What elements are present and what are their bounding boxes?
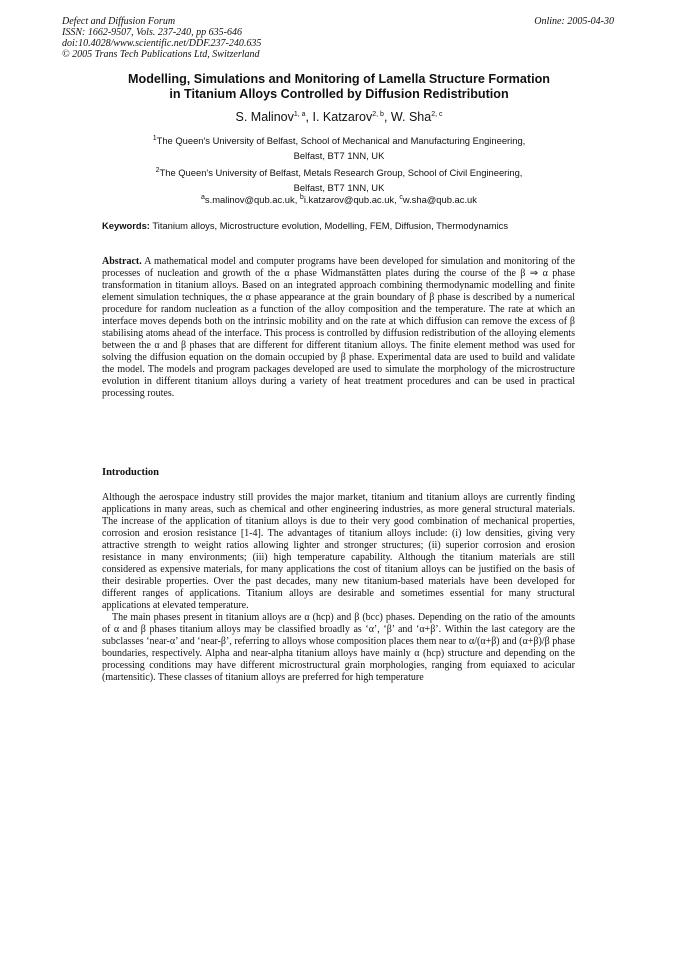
affiliation-address: Belfast, BT7 1NN, UK	[293, 150, 385, 161]
author-name: W. Sha	[390, 110, 432, 124]
keywords-label: Keywords:	[102, 220, 150, 231]
author-superscript: 1, a	[293, 110, 306, 118]
affiliation-2	[0, 167, 678, 194]
keywords-text: Titanium alloys, Microstructure evolution, Modelling, FEM, Diffusion, Thermodynamics	[149, 220, 509, 231]
email-link[interactable]: w.sha@qub.ac.uk	[402, 194, 477, 205]
abstract	[102, 256, 575, 400]
email-link[interactable]: i.katzarov@qub.ac.uk,	[303, 194, 400, 205]
abstract-label: Abstract.	[102, 256, 142, 267]
affiliation-text: The Queen's University of Belfast, Metals Research Group, School of Civil Engineering,	[159, 167, 523, 178]
abstract-text: A mathematical model and computer programs have been developed for simulation and monitoring of the processes of nucleation and growth of the α phase Widmanstätten plates during the course of the β ⇒ α phase transformation in titanium alloys. Based on an integrated approach combining thermodynamic modelling and finite element simulation techniques, the α phase appearance at the grain boundary of β phase is described by a numerical procedure for random nucleation as a function of the alloy composition and the temperature. The rate at which an interface moves depends both on the intrinsic mobility and on the rate at which diffusion can remove the excess of β stabilising atoms ahead of the interface. This process is controlled by diffusion redistribution of the alloying elements between the α and β phases that are different for different titanium alloys. The finite element method was used for solving the diffusion equation on the domain occupied by β phase. Experimental data are used to build and validate the model. The models and program packages developed are used to simulate the morphology of the microstructure evolution in different titanium alloys during a variety of heat treatment procedures and can be used in practical processing routes.	[102, 256, 575, 399]
author-name: S. Malinov	[235, 110, 294, 124]
title-line-1: Modelling, Simulations and Monitoring of Lamella Structure Formation	[128, 72, 550, 86]
email-marker: a	[201, 193, 205, 201]
email-marker: b	[299, 193, 304, 201]
issn-line: ISSN: 1662-9507, Vols. 237-240, pp 635-646	[62, 27, 242, 38]
online-date: Online: 2005-04-30	[534, 16, 614, 27]
email-marker: c	[399, 193, 403, 201]
doi-line[interactable]: doi:10.4028/www.scientific.net/DDF.237-240.635	[62, 38, 262, 49]
copyright-line: © 2005 Trans Tech Publications Ltd, Switzerland	[62, 49, 260, 60]
author-name: I. Katzarov	[312, 110, 373, 124]
journal-name: Defect and Diffusion Forum	[62, 16, 176, 27]
affiliation-marker: 2	[155, 166, 160, 174]
author-list: S. Malinov$^{1, a}$, I. Katzarov$^{2, b}$, W. Sha$^{2, c}$	[235, 110, 443, 124]
intro-paragraph-1: Although the aerospace industry still provides the major market, titanium and titanium alloys are currently finding applications in many areas, such as chemical and other engineering industries, as more general structural materials. The increase of the application of titanium alloys is due to their very good combination of mechanical properties, corrosion and erosion resistance [1-4]. The advantages of titanium alloys include: (i) low densities, giving very attractive strength to weight ratios allowing lighter and stronger structures; (ii) superior corrosion and erosion resistance in many environments; (iii) high temperature capability. Although the titanium materials are still considered as expensive materials, for many applications the cost of titanium alloys can be justified on the basis of their desirable properties. Over the past decades, many new titanium-based materials have been developed for different ranges of applications. Titanium alloys are desirable and sometimes essential for many structural applications at elevated temperature.	[102, 492, 575, 611]
affiliation-marker: 1	[152, 134, 157, 142]
introduction-body	[102, 492, 575, 684]
intro-paragraph-2: The main phases present in titanium alloys are α (hcp) and β (bcc) phases. Depending on the ratio of the amounts of α and β phases titanium alloys may be classified broadly as ‘α’, ‘β’ and ‘α+β’. Within the last category are the subclasses ‘near-α’ and ‘near-β’, referring to alloys whose composition places them near to α/(α+β) and (α+β)/β phase boundaries, respectively. Alpha and near-alpha titanium alloys have mainly α (hcp) structure and depending on the processing conditions may have different microstructural grain morphologies, ranging from equiaxed to acicular (martensitic). These classes of titanium alloys are preferred for high temperature	[102, 612, 575, 683]
author-emails	[0, 194, 678, 206]
introduction-heading: Introduction	[102, 467, 159, 478]
email-link[interactable]: s.malinov@qub.ac.uk,	[204, 194, 300, 205]
paper-title	[80, 72, 598, 102]
author-superscript: 2, c	[431, 110, 443, 118]
keywords-line	[102, 220, 582, 231]
title-line-2: in Titanium Alloys Controlled by Diffusion Redistribution	[169, 87, 509, 101]
journal-header	[62, 16, 261, 60]
affiliation-text: The Queen's University of Belfast, School of Mechanical and Manufacturing Engineering,	[156, 135, 526, 146]
affiliation-address: Belfast, BT7 1NN, UK	[293, 182, 385, 193]
author-superscript: 2, b	[372, 110, 384, 118]
affiliation-1	[0, 135, 678, 162]
